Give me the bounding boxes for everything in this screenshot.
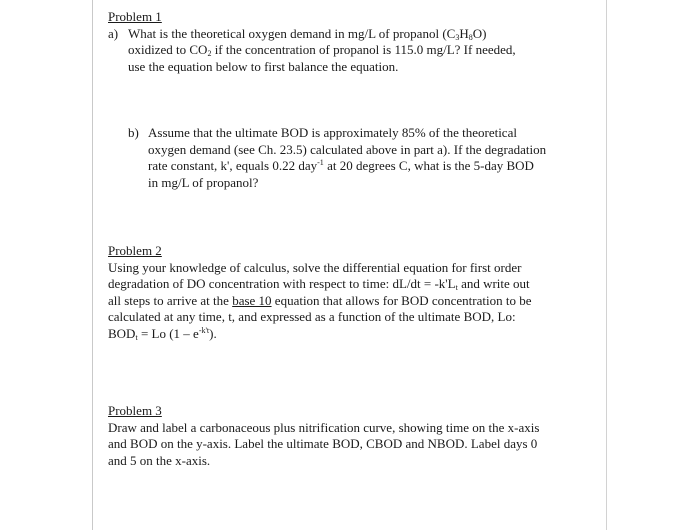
part-b-line-2: oxygen demand (see Ch. 23.5) calculated above in part a). If the degradation [148, 141, 547, 157]
problem-3-line-2: and BOD on the y-axis. Label the ultimate BOD, CBOD and NBOD. Label days 0 [108, 436, 538, 451]
problem-2 [108, 243, 531, 342]
problem-3-line-3: and 5 on the x-axis. [108, 452, 211, 468]
problem-3-line-1: Draw and label a carbonaceous plus nitrification curve, showing time on the x-axis [108, 419, 540, 435]
problem-2-line-3: all steps to arrive at the base 10 equation that allows for BOD concentration to be [108, 292, 532, 308]
problem-1-title: Problem 1 [108, 9, 162, 24]
part-a-text [128, 26, 516, 76]
page-right-edge [606, 0, 607, 530]
problem-2-title: Problem 2 [108, 243, 162, 258]
problem-1 [108, 9, 516, 75]
part-b-line-3: rate constant, k', equals 0.22 day$^{-1}$ at 20 degrees C, what is the 5-day BOD [148, 158, 534, 173]
page-left-edge [92, 0, 93, 530]
problem-2-line-4: calculated at any time, t, and expressed as a function of the ultimate BOD, Lo: [108, 309, 516, 324]
part-b-label: b) [128, 125, 139, 140]
part-b-line-4: in mg/L of propanol? [148, 174, 259, 190]
problem-2-line-2: degradation of DO concentration with respect to time: $dL/dt = -k'L_t$ and write out [108, 276, 530, 292]
part-a-line-1: What is the theoretical oxygen demand in mg/L of propanol $(C_3H_8O)$ [128, 25, 487, 42]
problem-1-part-a [108, 26, 516, 76]
problem-3 [108, 403, 539, 469]
part-a-line-2: oxidized to $CO_2$ if the concentration of propanol is 115.0 mg/L? If needed, [128, 42, 516, 58]
base-10-emphasis: base 10 [232, 292, 272, 308]
part-b-text [148, 125, 546, 191]
problem-3-title: Problem 3 [108, 403, 162, 418]
problem-1-part-b [128, 125, 546, 191]
part-b-line-1: Assume that the ultimate BOD is approximately 85% of the theoretical [148, 125, 517, 140]
problem-2-equation: $BOD_t = Lo$ $(1 - e^{-k't})$. [108, 325, 217, 342]
part-a-label: a) [108, 25, 119, 41]
part-a-line-3: use the equation below to first balance the equation. [128, 58, 399, 74]
problem-2-line-1: Using your knowledge of calculus, solve the differential equation for first order [108, 259, 522, 275]
